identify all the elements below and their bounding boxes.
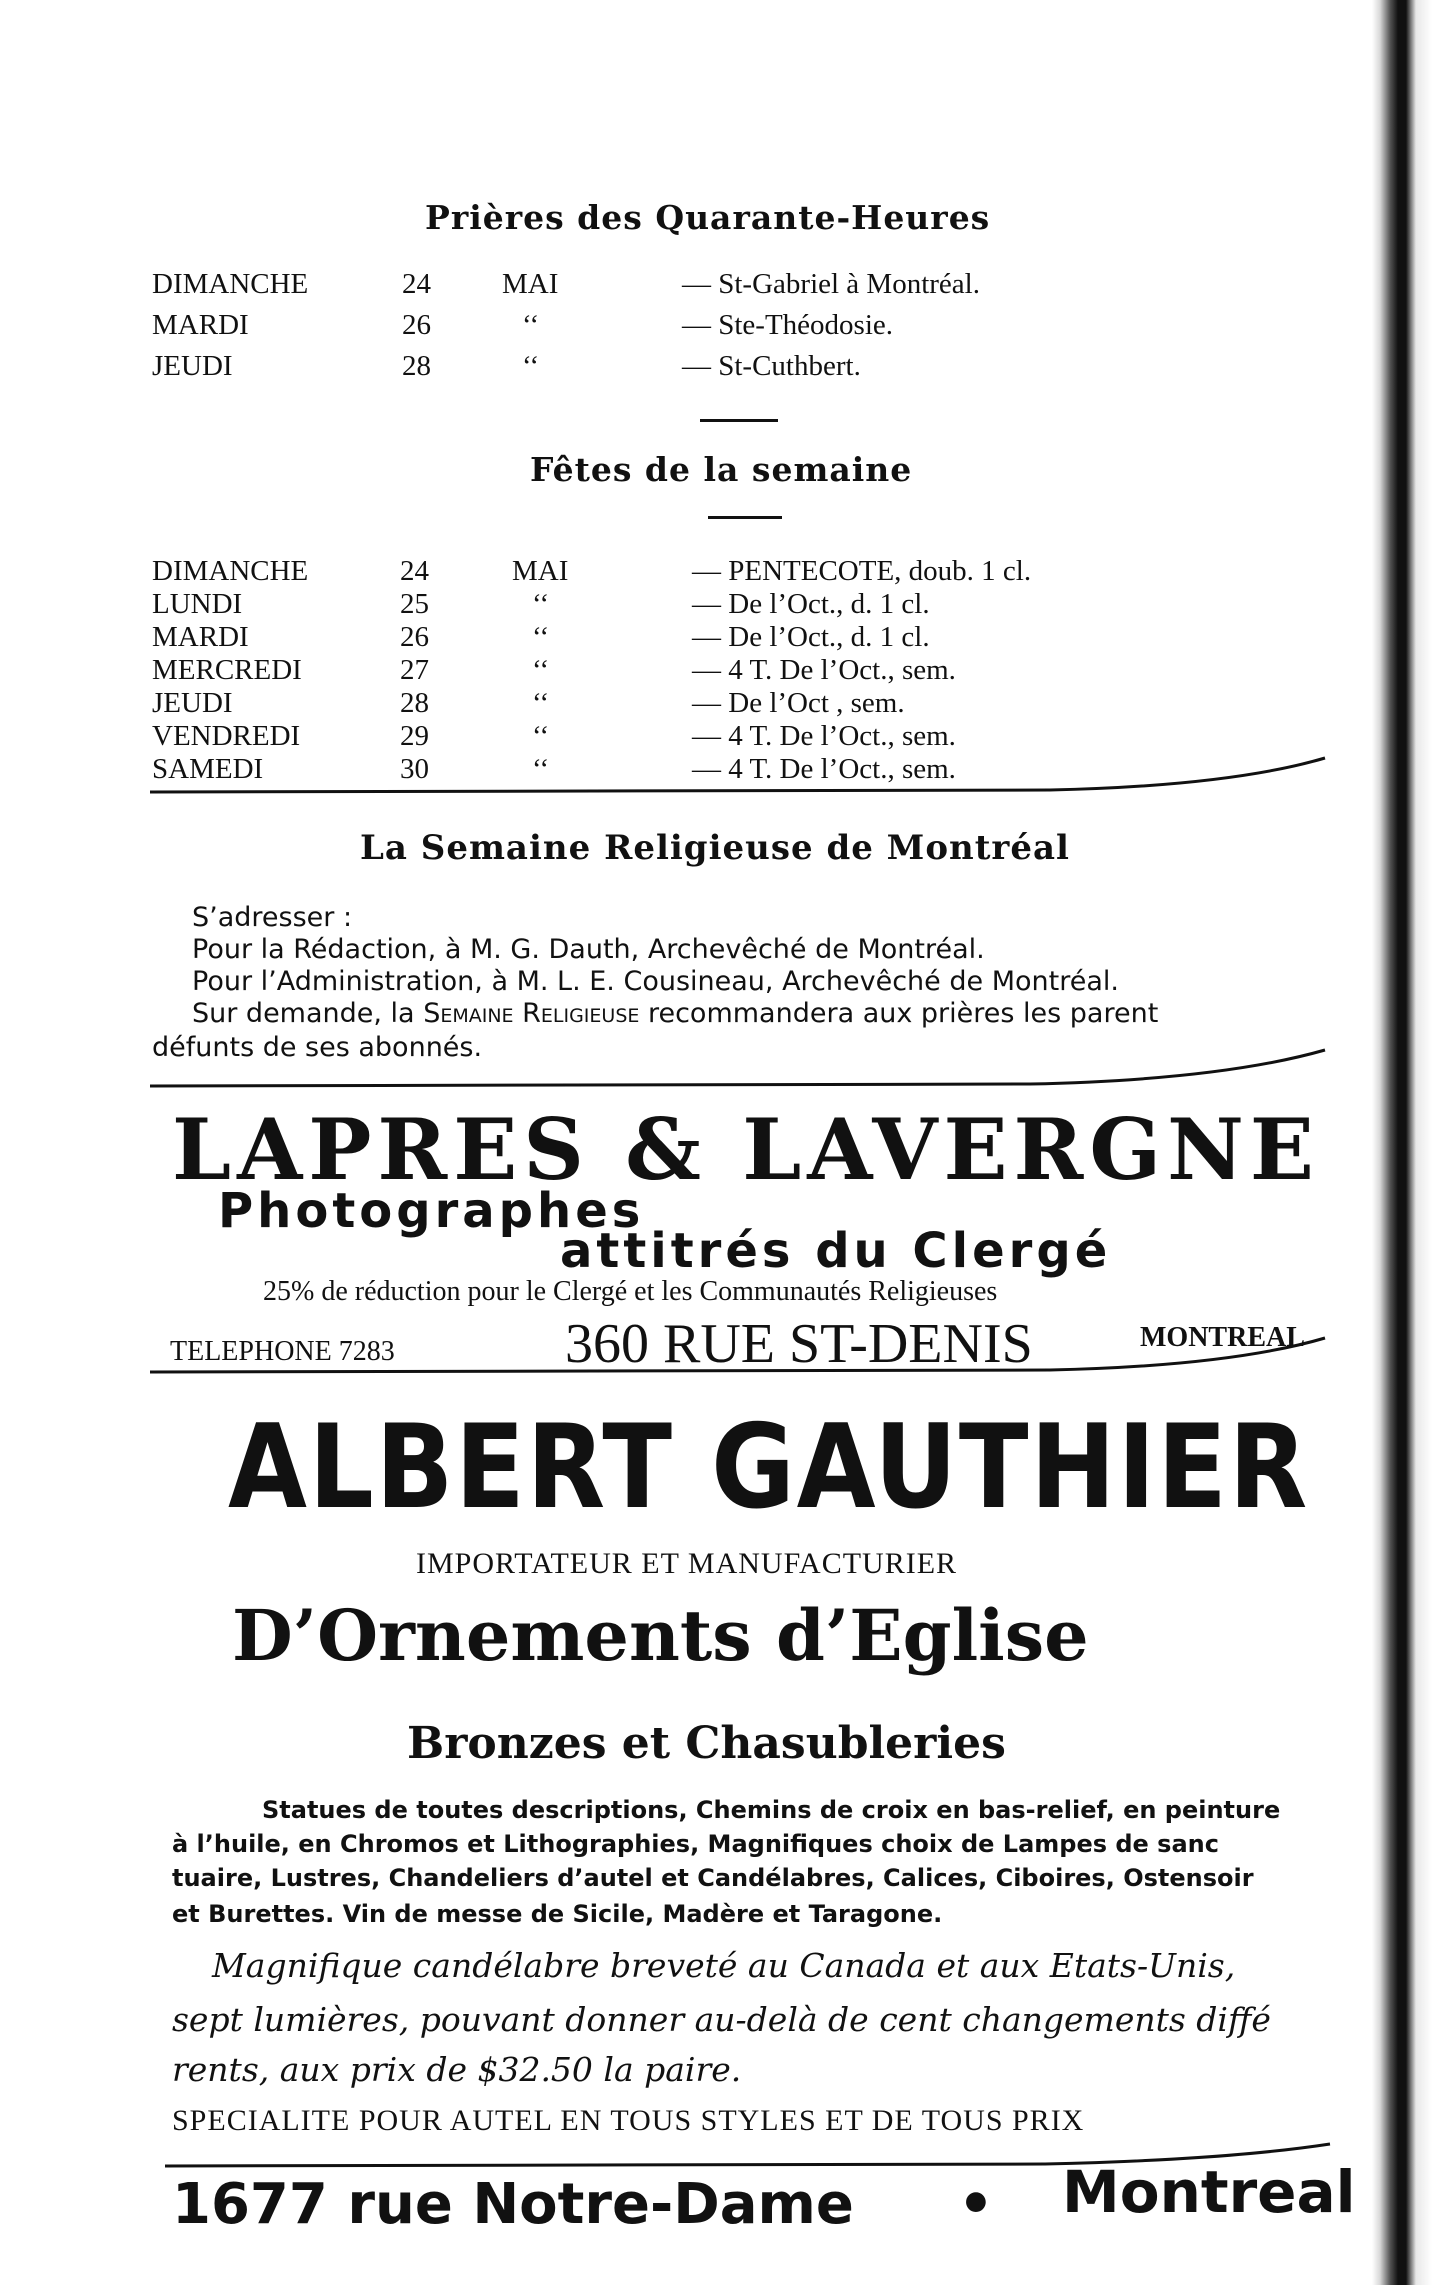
day: DIMANCHE <box>152 555 309 587</box>
divider-curve <box>150 1328 1330 1378</box>
date: 24 <box>400 555 429 587</box>
desc: — De l’Oct., d. 1 cl. <box>692 588 930 620</box>
day: LUNDI <box>152 588 243 620</box>
date: 26 <box>400 621 429 653</box>
day: MERCREDI <box>152 654 302 686</box>
gauthier-italic: rents, aux prix de $32.50 la paire. <box>172 2050 742 2089</box>
page-edge-scan-border <box>1350 0 1432 2285</box>
semaine-text: Sur demande, la <box>192 998 424 1029</box>
month: ‘‘ <box>532 654 550 686</box>
day: MARDI <box>152 309 249 341</box>
lapres-line1: Photographes <box>218 1183 645 1239</box>
day: JEUDI <box>152 350 233 382</box>
date: 28 <box>402 350 431 382</box>
day: DIMANCHE <box>152 268 309 300</box>
gauthier-ornements: D’Ornements d’Eglise <box>232 1594 1089 1677</box>
month: ‘‘ <box>532 687 550 719</box>
gauthier-sub: IMPORTATEUR ET MANUFACTURIER <box>416 1547 958 1580</box>
month: ‘‘ <box>532 588 550 620</box>
day: JEUDI <box>152 687 233 719</box>
gauthier-address: 1677 rue Notre-Dame <box>172 2172 854 2237</box>
desc: — Ste-Théodosie. <box>682 309 894 341</box>
divider-curve <box>150 1040 1330 1090</box>
day: VENDREDI <box>152 720 301 752</box>
date: 24 <box>402 268 431 300</box>
lapres-city: MONTREAL <box>1140 1322 1305 1353</box>
date: 27 <box>400 654 429 686</box>
semaine-smallcaps: Semaine Religieuse <box>423 998 640 1029</box>
desc: — 4 T. De l’Oct., sem. <box>692 654 956 686</box>
semaine-line <box>192 998 1158 1029</box>
semaine-line: Pour la Rédaction, à M. G. Dauth, Archevêché de Montréal. <box>192 934 985 965</box>
semaine-text: recommandera aux prières les parent <box>639 998 1159 1029</box>
gauthier-bronzes: Bronzes et Chasubleries <box>407 1718 1006 1769</box>
quarante-title: Prières des Quarante-Heures <box>425 198 991 237</box>
day: MARDI <box>152 621 249 653</box>
date: 29 <box>400 720 429 752</box>
month: ‘‘ <box>522 309 540 341</box>
month: ‘‘ <box>522 350 540 382</box>
desc: — 4 T. De l’Oct., sem. <box>692 753 956 785</box>
semaine-line: Pour l’Administration, à M. L. E. Cousineau, Archevêché de Montréal. <box>192 966 1119 997</box>
gauthier-italic: sept lumières, pouvant donner au-delà de cent changements diffé <box>172 2000 1271 2039</box>
date: 30 <box>400 753 429 785</box>
month: ‘‘ <box>532 621 550 653</box>
date: 26 <box>402 309 431 341</box>
date: 28 <box>400 687 429 719</box>
fetes-title: Fêtes de la semaine <box>530 450 913 489</box>
gauthier-city: Montreal <box>1062 2158 1356 2226</box>
lapres-phone: TELEPHONE 7283 <box>170 1336 395 1367</box>
divider <box>708 516 782 519</box>
desc: — De l’Oct , sem. <box>692 687 905 719</box>
month: MAI <box>512 555 569 587</box>
lapres-line2: attitrés du Clergé <box>560 1223 1112 1279</box>
gauthier-body: à l’huile, en Chromos et Lithographies, Magnifiques choix de Lampes de sanc <box>172 1830 1219 1858</box>
desc: — De l’Oct., d. 1 cl. <box>692 621 930 653</box>
date: 25 <box>400 588 429 620</box>
desc: — St-Cuthbert. <box>682 350 861 382</box>
semaine-title: La Semaine Religieuse de Montréal <box>360 828 1070 868</box>
semaine-line: S’adresser : <box>192 902 353 933</box>
month: MAI <box>502 268 559 300</box>
month: ‘‘ <box>532 753 550 785</box>
day: SAMEDI <box>152 753 264 785</box>
desc: — 4 T. De l’Oct., sem. <box>692 720 956 752</box>
gauthier-body: Statues de toutes descriptions, Chemins de croix en bas-relief, en peinture <box>262 1796 1281 1824</box>
divider-curve <box>150 750 1330 800</box>
month: ‘‘ <box>532 720 550 752</box>
divider <box>700 419 778 422</box>
gauthier-body: tuaire, Lustres, Chandeliers d’autel et Candélabres, Calices, Ciboires, Ostensoir <box>172 1864 1254 1892</box>
desc: — St-Gabriel à Montréal. <box>682 268 980 300</box>
gauthier-specialite: SPECIALITE POUR AUTEL EN TOUS STYLES ET DE TOUS PRIX <box>172 2104 1085 2137</box>
gauthier-italic: Magnifique candélabre breveté au Canada et aux Etats-Unis, <box>212 1946 1236 1985</box>
bullet: • <box>958 2172 994 2237</box>
desc: — PENTECOTE, doub. 1 cl. <box>692 555 1032 587</box>
lapres-discount: 25% de réduction pour le Clergé et les Communautés Religieuses <box>263 1276 998 1307</box>
gauthier-body: et Burettes. Vin de messe de Sicile, Madère et Taragone. <box>172 1900 943 1928</box>
gauthier-name: ALBERT GAUTHIER <box>228 1400 1310 1535</box>
lapres-address: 360 RUE ST-DENIS <box>565 1313 1033 1375</box>
semaine-line: défunts de ses abonnés. <box>152 1032 483 1063</box>
lapres-name: LAPRES & LAVERGNE <box>172 1100 1320 1199</box>
